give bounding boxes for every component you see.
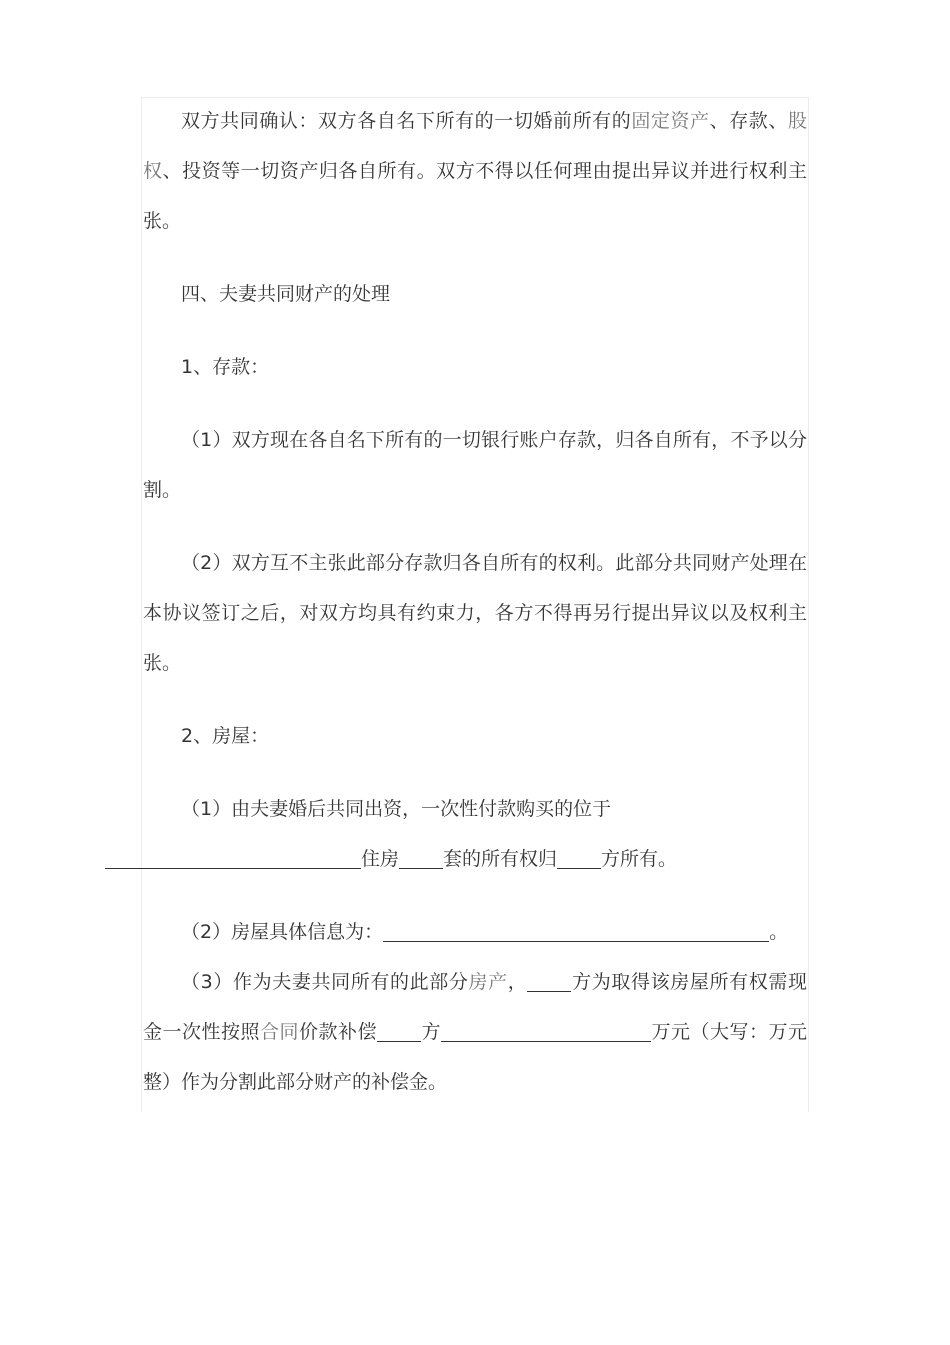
blank-party-field[interactable]: [527, 971, 571, 992]
text: （1）由夫妻婚后共同出资，一次性付款购买的位于: [181, 798, 612, 820]
section-heading: 四、夫妻共同财产的处理: [181, 283, 391, 305]
text: 、投资等一切资产归各自所有。双方不得以任何理由提出异议并进行权利主张。: [143, 160, 807, 232]
property-link[interactable]: 房产: [468, 971, 508, 993]
blank-count-field[interactable]: [399, 848, 443, 869]
text: 套的所有权归: [443, 848, 558, 870]
subsection-deposits-heading: 1、存款：: [181, 356, 270, 378]
text: 住房: [361, 848, 400, 870]
text: 方: [420, 1021, 441, 1043]
blank-recipient-field[interactable]: [377, 1021, 421, 1042]
blank-house-info-field[interactable]: [383, 921, 769, 942]
paragraph-house-2: [143, 907, 807, 957]
text: （2）房屋具体信息为：: [181, 921, 384, 943]
text: 、存款、: [709, 110, 788, 132]
contract-link[interactable]: 合同: [259, 1021, 299, 1043]
paragraph-house-3: [143, 957, 807, 1107]
paragraph-prenuptial-assets: [143, 96, 807, 246]
text: 方为取得该房屋所有权需现金一次性按照: [143, 971, 807, 1043]
subsection-house-heading: 2、房屋：: [181, 725, 270, 747]
text: 。: [769, 921, 789, 943]
paragraph-deposit-1: （1）双方现在各自名下所有的一切银行账户存款，归各自所有，不予以分割。: [143, 429, 807, 501]
text: ，: [507, 971, 528, 993]
equity-link[interactable]: 股权: [143, 110, 807, 182]
text: 方所有。: [601, 848, 678, 870]
text: 万元（大写：万元整）作为分割此部分财产的补偿金。: [143, 1021, 807, 1093]
paragraph-deposit-2: （2）双方互不主张此部分存款归各自所有的权利。此部分共同财产处理在本协议签订之后，对双方均具有约束力，各方不得再另行提出异议以及权利主张。: [143, 552, 807, 674]
paragraph-house-1: [143, 784, 807, 884]
text: 双方共同确认：双方各自名下所有的一切婚前所有的: [181, 110, 632, 132]
blank-amount-field[interactable]: [441, 1021, 651, 1042]
blank-owner-field[interactable]: [557, 848, 601, 869]
blank-location-field[interactable]: [105, 848, 361, 869]
fixed-assets-link[interactable]: 固定资产: [631, 110, 710, 132]
document-body: [143, 96, 807, 1107]
text: （3）作为夫妻共同所有的此部分: [181, 971, 469, 993]
text: 价款补偿: [298, 1021, 377, 1043]
